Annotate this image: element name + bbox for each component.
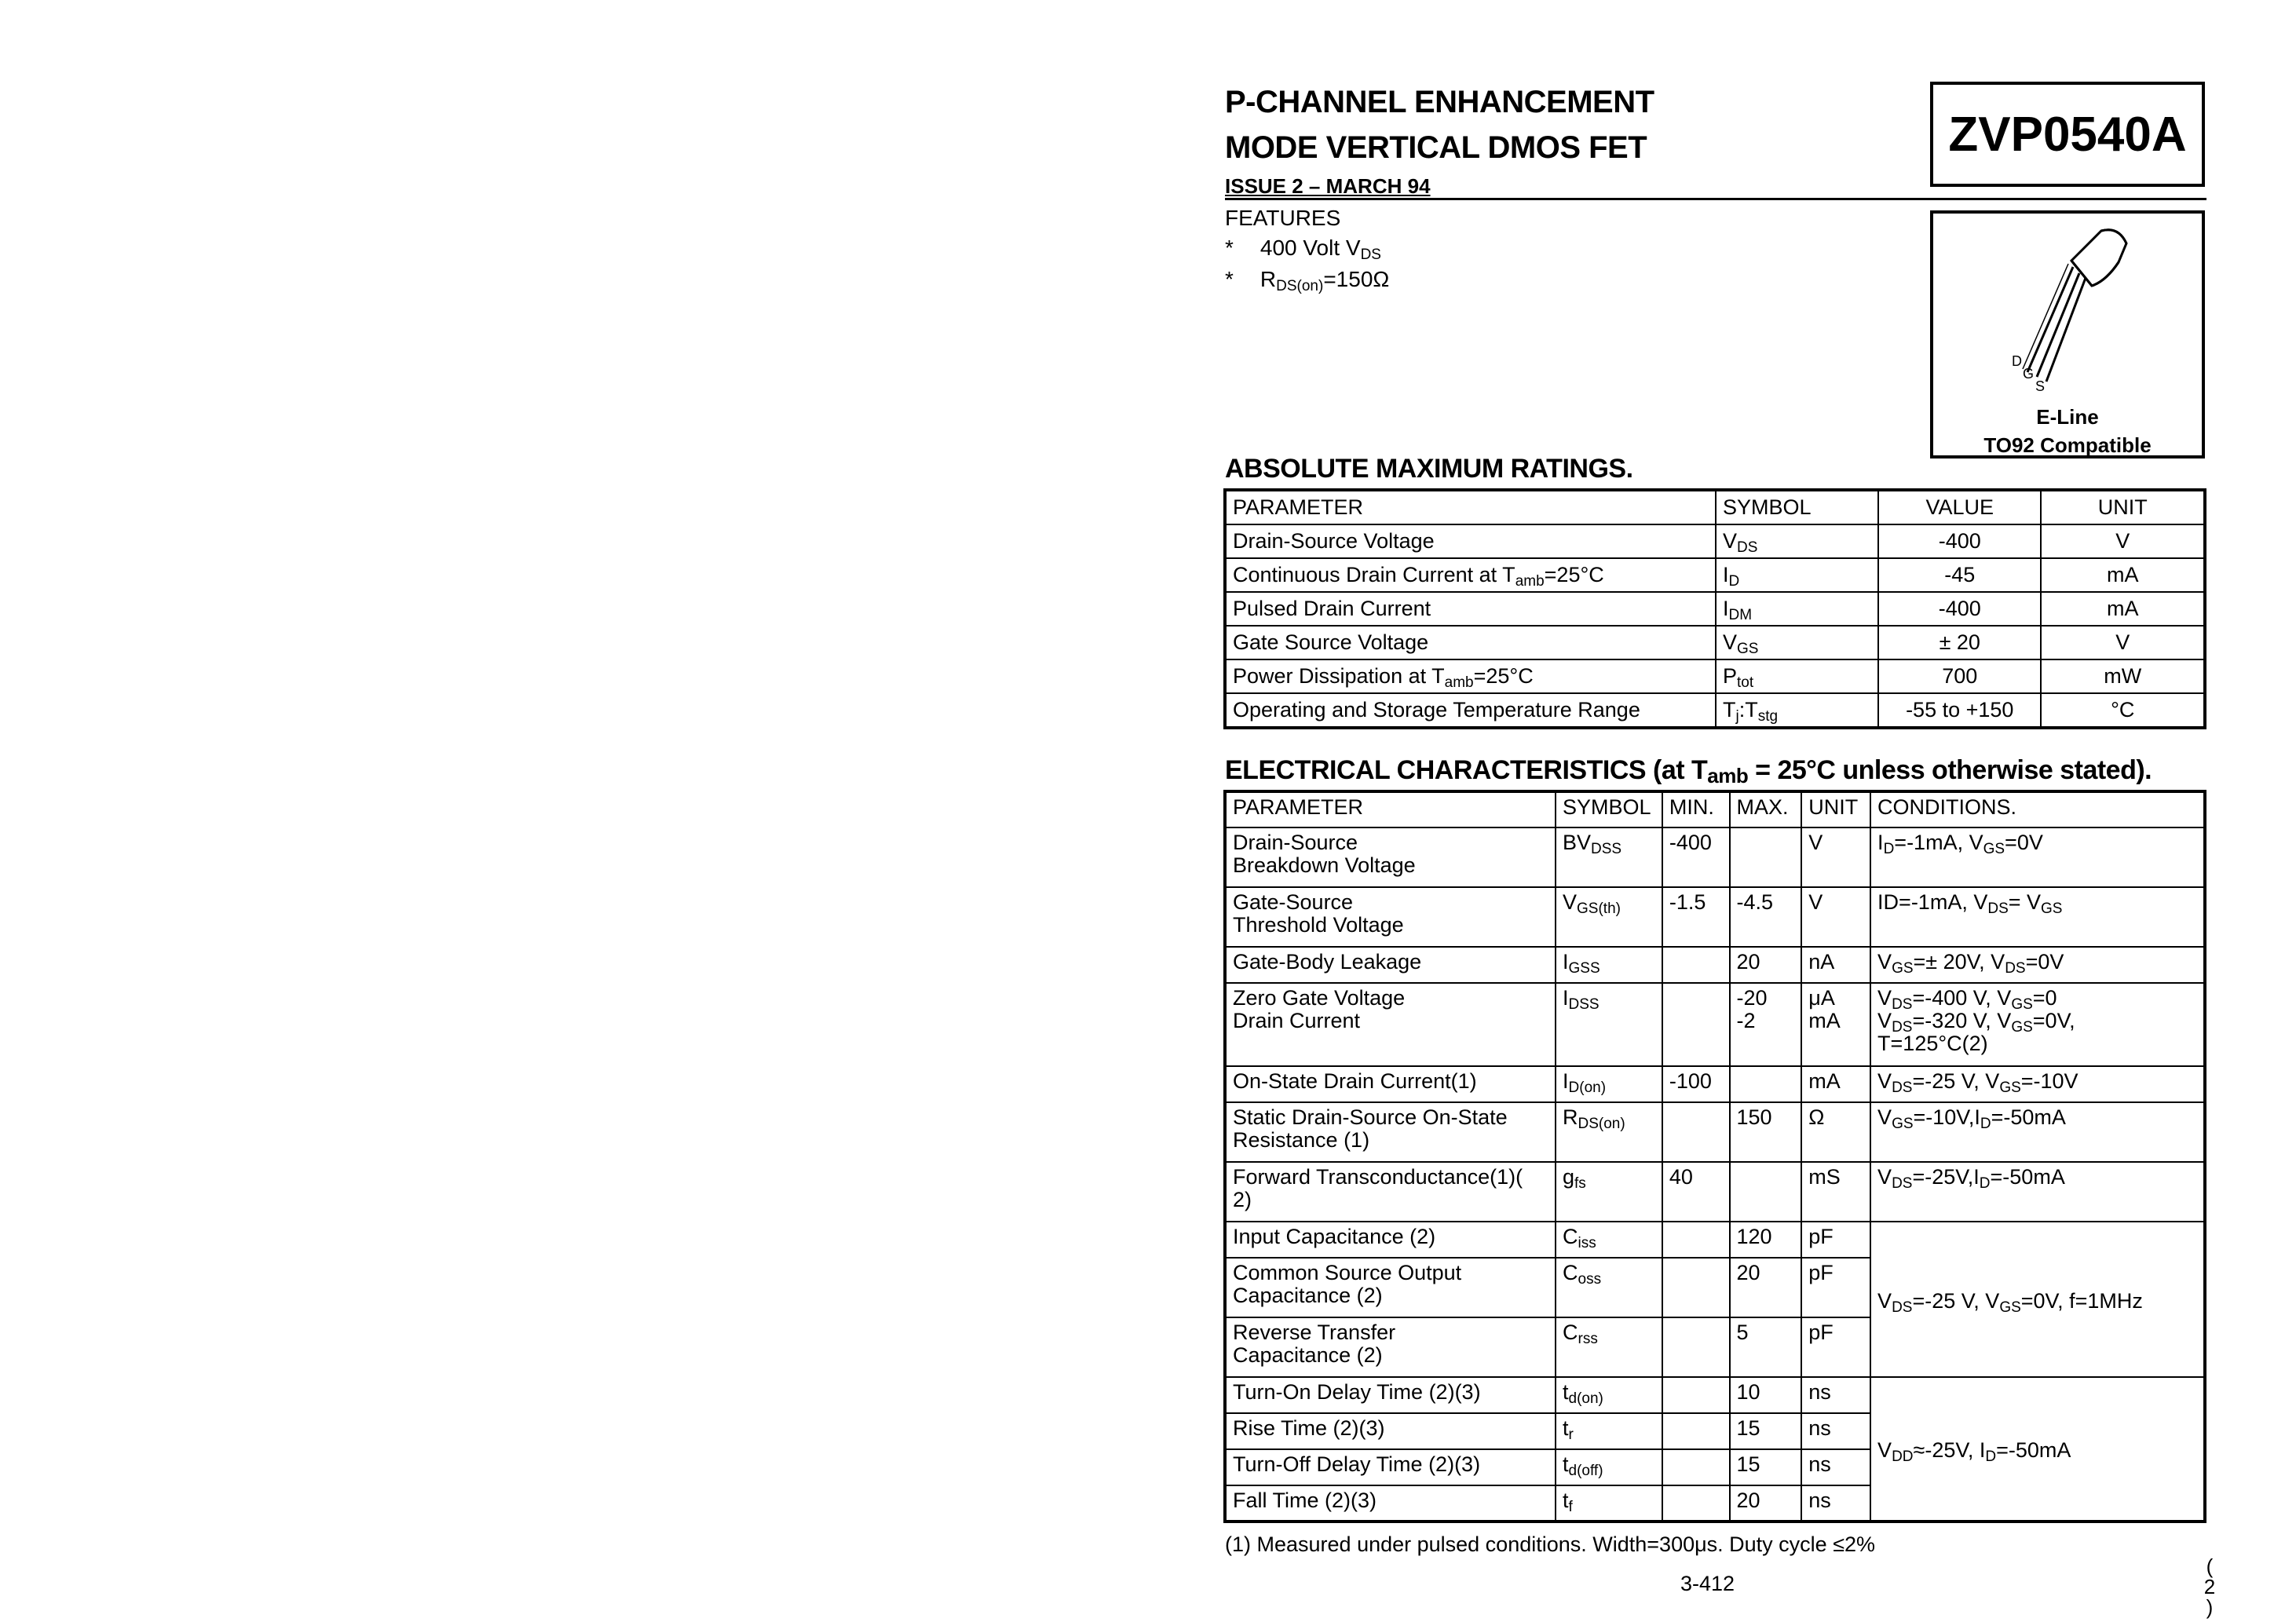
bullet: * xyxy=(1225,267,1234,291)
table-row: Power Dissipation at $T_{amb}=25^\circ C$ $P_{tot}$ 700 mW xyxy=(1225,659,2205,693)
table-header-row: PARAMETER SYMBOL MIN. MAX. UNIT CONDITIONS. xyxy=(1225,791,2205,827)
feature-item-rds: * $R_{DS(on)}=150\Omega$ xyxy=(1225,267,1390,294)
table-header-row xyxy=(1225,490,2205,524)
col-symbol: SYMBOL xyxy=(1716,490,1878,524)
features-heading: FEATURES xyxy=(1225,206,1341,230)
title-line-1: P-CHANNEL ENHANCEMENT xyxy=(1225,85,1654,119)
table-row: Operating and Storage Temperature Range $T_j:T_{stg}$ -55 to +150 °C xyxy=(1225,693,2205,728)
side-mark: ( 2 ) xyxy=(2203,1554,2216,1619)
table-row: Drain-Source Breakdown Voltage $BV_{DSS}$ -400 V $I_D=-1mA$, $V_{GS}=0V$ xyxy=(1225,827,2205,887)
table-row: Input Capacitance (2) $C_{iss}$ 120 pF $V_{DS}=-25$ V, $V_{GS}=0V$, f=1MHz xyxy=(1225,1222,2205,1258)
page-number: 3-412 xyxy=(1680,1572,1735,1595)
pin-s-label: S xyxy=(2035,378,2046,394)
table-row: Common Source Output Capacitance (2) $C_{oss}$ 20 pF xyxy=(1225,1258,2205,1317)
package-label-to92: TO92 Compatible xyxy=(1983,433,2152,457)
table-row: Turn-On Delay Time (2)(3) $t_{d(on)}$ 10 ns $V_{DD}\approx-25V$, $I_D=-50mA$ xyxy=(1225,1377,2205,1413)
table-row: Forward Transconductance(1)( 2) $g_{fs}$ 40 mS $V_{DS}=-25V,I_D=-50mA$ xyxy=(1225,1162,2205,1222)
table-row: Fall Time (2)(3) $t_f$ 20 ns xyxy=(1225,1485,2205,1522)
title-line-2: MODE VERTICAL DMOS FET xyxy=(1225,130,1647,165)
table-row: Rise Time (2)(3) $t_r$ 15 ns xyxy=(1225,1413,2205,1449)
feature-item-vds: * 400 Volt $V_{DS}$ xyxy=(1225,236,1381,263)
table-row: Zero Gate Voltage Drain Current $I_{DSS}$ -20 -2 μA mA $V_{DS}=-400$ V, $V_{GS}=0$ $V_{DS}=-320$ V, $V_{GS}=0V$, T=125°C(2) xyxy=(1225,983,2205,1066)
table-row: Turn-Off Delay Time (2)(3) $t_{d(off)}$ 15 ns xyxy=(1225,1449,2205,1485)
elec-table xyxy=(1223,790,2206,1523)
abs-max-table xyxy=(1223,488,2206,729)
col-parameter: PARAMETER xyxy=(1225,490,1716,524)
abs-max-heading: ABSOLUTE MAXIMUM RATINGS. xyxy=(1225,454,1633,484)
part-number: ZVP0540A xyxy=(1948,107,2187,162)
capacitance-conditions: $V_{DS}=-25$ V, $V_{GS}=0V$, f=1MHz xyxy=(1870,1222,2205,1377)
table-row: Static Drain-Source On-State Resistance (1) $R_{DS(on)}$ 150 Ω $V_{GS}=-10V,I_D=-50mA$ xyxy=(1225,1102,2205,1162)
table-row: Continuous Drain Current at $T_{amb}=25^\circ C$ $I_D$ -45 mA xyxy=(1225,558,2205,592)
table-row: Gate-Source Threshold Voltage $V_{GS(th)}$ -1.5 -4.5 V ID=-1mA, $V_{DS}= V_{GS}$ xyxy=(1225,887,2205,947)
pin-d-label: D xyxy=(2012,353,2022,369)
col-value: VALUE xyxy=(1878,490,2041,524)
to92-package-icon xyxy=(1933,214,2202,394)
table-row: Drain-Source Voltage $V_{DS}$ -400 V xyxy=(1225,524,2205,558)
table-row: Gate Source Voltage $V_{GS}$ ± 20 V xyxy=(1225,626,2205,659)
table-row: Pulsed Drain Current $I_{DM}$ -400 mA xyxy=(1225,592,2205,626)
part-number-box xyxy=(1930,82,2205,187)
table-row: On-State Drain Current(1) $I_{D(on)}$ -100 mA $V_{DS}=-25$ V, $V_{GS}=-10V$ xyxy=(1225,1066,2205,1102)
pin-g-label: G xyxy=(2023,366,2035,382)
switching-conditions: $V_{DD}\approx-25V$, $I_D=-50mA$ xyxy=(1870,1377,2205,1522)
header-rule xyxy=(1225,198,2206,200)
issue-label: ISSUE 2 – MARCH 94 xyxy=(1225,174,1431,198)
table-row: Reverse Transfer Capacitance (2) $C_{rss}$ 5 pF xyxy=(1225,1317,2205,1377)
table-row: Gate-Body Leakage $I_{GSS}$ 20 nA $V_{GS}=\pm 20V$, $V_{DS}=0V$ xyxy=(1225,947,2205,983)
package-label-eline: E-Line xyxy=(2036,405,2099,429)
col-unit: UNIT xyxy=(2041,490,2205,524)
elec-heading: ELECTRICAL CHARACTERISTICS (at $T_{amb} = 25^\circ C$ unless otherwise stated). xyxy=(1225,755,2152,787)
bullet: * xyxy=(1225,236,1234,260)
package-figure xyxy=(1930,210,2205,458)
footnote: (1) Measured under pulsed conditions. Width=300μs. Duty cycle ≤2% xyxy=(1225,1532,1876,1556)
